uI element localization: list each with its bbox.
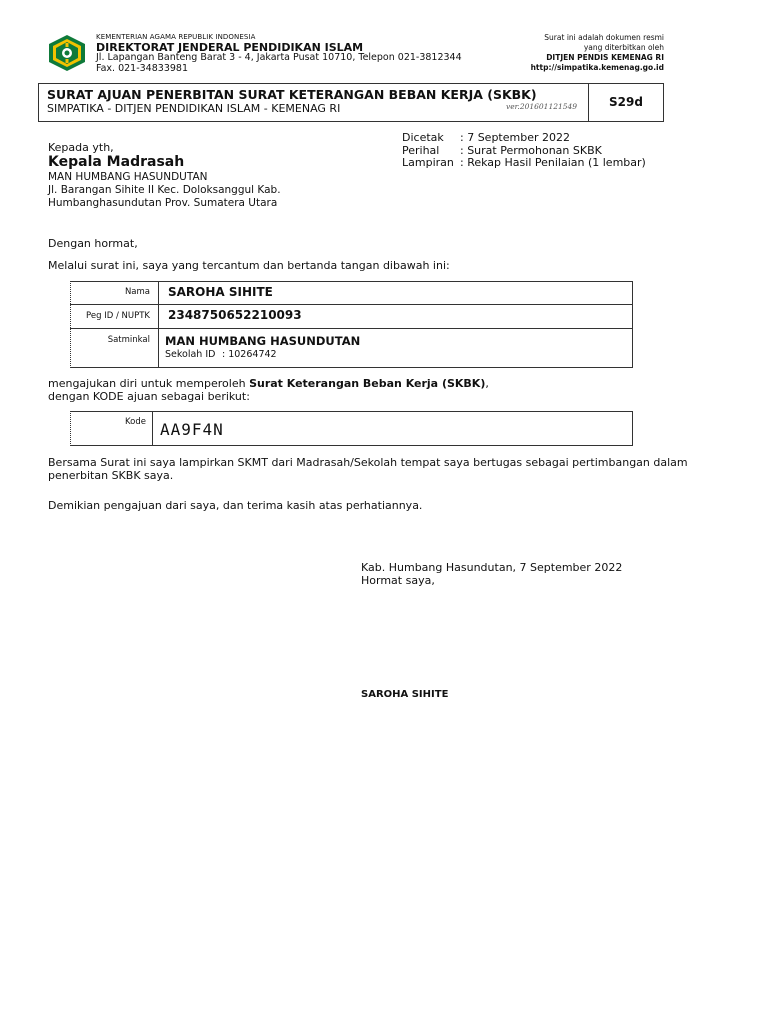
nama-value: SAROHA SIHITE (168, 285, 273, 299)
signer-name: SAROHA SIHITE (361, 689, 449, 700)
directorate-name: DIREKTORAT JENDERAL PENDIDIKAN ISLAM (96, 41, 364, 54)
recipient-school: MAN HUMBANG HASUNDUTAN (48, 171, 208, 183)
recipient-title: Kepala Madrasah (48, 154, 185, 170)
sekolah-id-value: : 10264742 (222, 349, 277, 360)
recipient-address (48, 171, 348, 210)
official-document-note (444, 33, 664, 73)
perihal-label: Perihal (402, 143, 440, 157)
dicetak-label: Dicetak (402, 131, 444, 144)
request-prefix: mengajukan diri untuk memperoleh (48, 377, 250, 390)
table-divider (152, 411, 153, 446)
request-paragraph (48, 377, 489, 390)
kemenag-logo-icon (46, 34, 88, 72)
lampiran-value: : Rekap Hasil Penilaian (1 lembar) (460, 156, 646, 169)
sekolah-id-label: Sekolah ID (165, 349, 216, 360)
note-issuer: DITJEN PENDIS KEMENAG RI (546, 53, 664, 62)
salutation: Dengan hormat, (48, 237, 138, 250)
document-title: SURAT AJUAN PENERBITAN SURAT KETERANGAN BEBAN KERJA (SKBK) (47, 87, 537, 102)
intro-paragraph: Melalui surat ini, saya yang tercantum dan bertanda tangan dibawah ini: (48, 259, 450, 272)
code-intro: dengan KODE ajuan sebagai berikut: (48, 390, 250, 403)
regards: Hormat saya, (361, 574, 435, 587)
attachment-line: penerbitan SKBK saya. (48, 469, 174, 482)
recipient-address-line: Jl. Barangan Sihite II Kec. Doloksanggul Kab. (48, 184, 281, 196)
satminkal-label: Satminkal (107, 335, 150, 345)
identity-table (70, 281, 633, 368)
perihal-value: : Surat Permohonan SKBK (460, 143, 602, 157)
note-url: http://simpatika.kemenag.go.id (530, 63, 664, 72)
attachment-line: Bersama Surat ini saya lampirkan SKMT dari Madrasah/Sekolah tempat saya bertugas sebagai pertimbangan dalam (48, 456, 688, 469)
kode-label: Kode (125, 417, 146, 427)
letter-meta (402, 132, 646, 170)
form-code: S29d (609, 95, 643, 109)
note-line: Surat ini adalah dokumen resmi (544, 33, 664, 42)
recipient-greeting: Kepada yth, (48, 141, 114, 154)
office-fax: Fax. 021-34833981 (96, 63, 188, 74)
pegid-label: Peg ID / NUPTK (86, 311, 150, 321)
request-skbk: Surat Keterangan Beban Kerja (SKBK) (249, 377, 486, 390)
satminkal-value: MAN HUMBANG HASUNDUTAN (165, 334, 361, 348)
table-divider (70, 304, 633, 305)
kode-table (70, 411, 633, 446)
document-subtitle: SIMPATIKA - DITJEN PENDIDIKAN ISLAM - KEMENAG RI (47, 102, 341, 115)
version-label: ver.201601121549 (506, 102, 578, 111)
office-address: Jl. Lapangan Banteng Barat 3 - 4, Jakarta Pusat 10710, Telepon 021-3812344 (96, 52, 462, 63)
lampiran-label: Lampiran (402, 156, 454, 169)
kode-value: AA9F4N (160, 420, 224, 439)
attachment-paragraph (48, 456, 688, 482)
place-date: Kab. Humbang Hasundutan, 7 September 2022 (361, 561, 623, 574)
table-divider (70, 328, 633, 329)
ministry-name: KEMENTERIAN AGAMA REPUBLIK INDONESIA (96, 33, 256, 41)
closing-paragraph: Demikian pengajuan dari saya, dan terima kasih atas perhatiannya. (48, 499, 423, 512)
note-line: yang diterbitkan oleh (583, 43, 664, 52)
request-suffix: , (485, 377, 489, 390)
nama-label: Nama (124, 287, 150, 297)
pegid-value: 2348750652210093 (168, 308, 302, 322)
table-divider (158, 281, 159, 368)
dicetak-value: : 7 September 2022 (460, 131, 570, 144)
recipient-address-line: Humbanghasundutan Prov. Sumatera Utara (48, 197, 278, 209)
